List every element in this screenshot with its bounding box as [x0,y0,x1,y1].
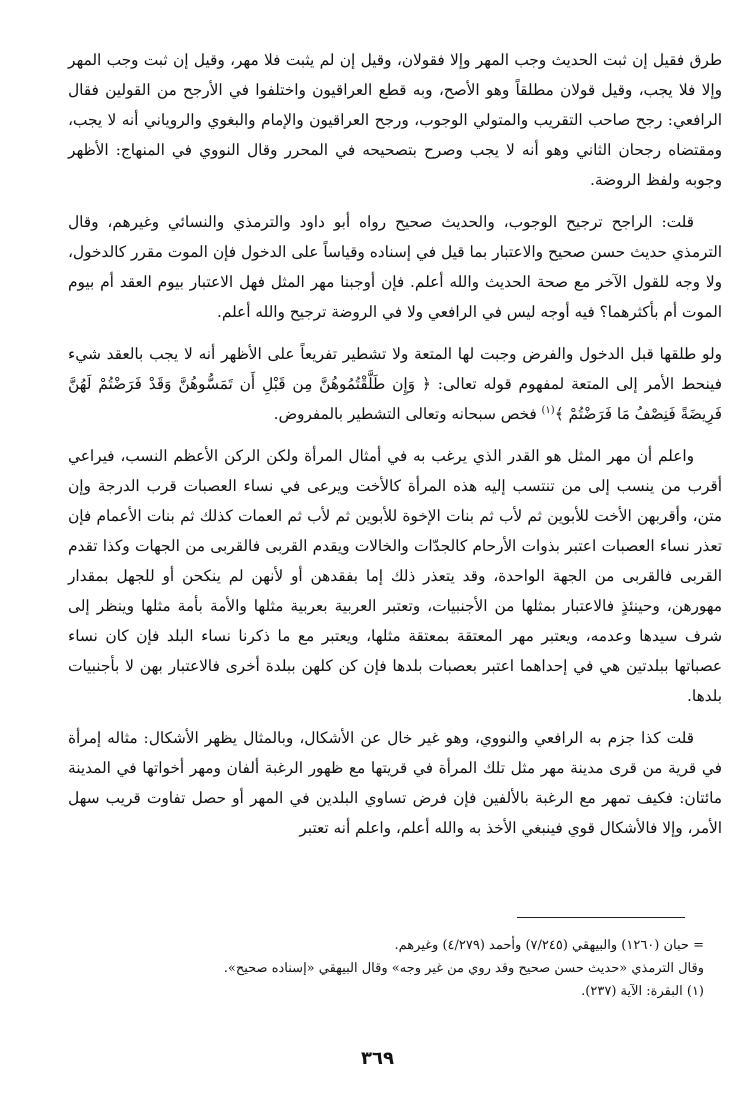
paragraph-3 [68,339,722,429]
footnote-1: (١) البقرة: الآية (٢٣٧). [581,984,704,999]
footnote-continuation: = حبان (١٢٦٠) والبيهقي (٧/٢٤٥) وأحمد (٤/٢٧٩) وغيرهم. [394,938,704,953]
footnote-continuation-2: وقال الترمذي «حديث حسن صحيح وقد روي من غير وجه» وقال البيهقي «إسناده صحيح». [223,961,704,976]
paragraph-3-text: ولو طلقها قبل الدخول والفرض وجبت لها المتعة ولا تشطير تفريعاً على الأظهر أنه لا يجب بالعقد شيء فينحط الأمر إلى المتعة لمفهوم قوله تعالى: [68,345,722,393]
footnote-divider [517,917,685,918]
footnote-marker: (١) [541,404,555,416]
paragraph-3-tail: فخص سبحانه وتعالى التشطير بالمفروض. [273,405,542,423]
paragraph-1: طرق فقيل إن ثبت الحديث وجب المهر وإلا فقولان، وقيل إن لم يثبت فلا مهر، وقيل إن ثبت وجب المهر وإلا فلا يجب، وقيل قولان مطلقاً وهو الأصح، وبه قطع العراقيون واختلفوا في الأرجح من القولين فقال الرافعي: رجح صاحب التقريب والمتولي الوجوب، ورجح العراقيون والإمام والبغوي والروياني أنه لا يجب، ومقتضاه رجحان الثاني وهو أنه لا يجب وصرح بتصحيحه في المحرر وقال النووي في المنهاج: الأظهر وجوبه ولفظ الروضة. [68,51,722,189]
footnotes [68,934,722,1003]
main-text [68,45,722,855]
paragraph-5: قلت كذا جزم به الرافعي والنووي، وهو غير خال عن الأشكال، وبالمثال يظهر الأشكال: مثاله إمرأة في قرية من قرى مدينة مهر مثل تلك المرأة في قريتها مع ظهور الرغبة ألفان ومهر أخواتها في المدينة مائتان: فكيف تمهر مع الرغبة بالألفين فإن فرض تساوي البلدين في المهر أو حصل تفاوت قريب سهل الأمر، وإلا فالأشكال قوي فينبغي الأخذ به والله أعلم، واعلم أنه تعتبر [68,729,722,837]
paragraph-2: قلت: الراجح ترجيح الوجوب، والحديث صحيح رواه أبو داود والترمذي والنسائي وغيرهم، وقال الترمذي حديث حسن صحيح والاعتبار بما قيل في إسناده وقياساً على الدخول فإن الموت مقرر كالدخول، ولا وجه للقول الآخر مع صحة الحديث والله أعلم. فإن أوجبنا مهر المثل فهل الاعتبار بيوم العقد أم بيوم الموت أم بأكثرهما؟ فيه أوجه ليس في الرافعي ولا في الروضة ترجيح والله أعلم. [68,213,722,321]
page-number: ٣٦٩ [361,1048,394,1069]
paragraph-4: واعلم أن مهر المثل هو القدر الذي يرغب به في أمثال المرأة ولكن الركن الأعظم النسب، فيراعي أقرب من ينسب إلى من تنتسب إليه هذه المرأة كالأخت ويرعى في نساء العصبات قرب الدرجة وإن متن، وأقربهن الأخت للأبوين ثم لأب ثم بنات الإخوة للأبوين ثم لأب ثم العمات كذلك ثم بنات الأعمام فإن تعذر نساء العصبات اعتبر بذوات الأرحام كالجدّات والخالات ويقدم القربى فالقربى من الجهات وكذا تقدم القربى فالقربى من الجهة الواحدة، وقد يتعذر ذلك إما بفقدهن أو لأنهن لم ينكحن أو للجهل بمقدار مهورهن، وحينئذٍ فالاعتبار بمثلها من الأجنبيات، وتعتبر العربية بعربية مثلها والأمة بأمة مثلها وينظر إلى شرف سيدها وعدمه، ويعتبر مهر المعتقة بمعتقة مثلها، ويعتبر مع ما ذكرنا نساء البلد فإن كان نساء عصباتها ببلدتين هي في إحداهما اعتبر بعصبات بلدها فإن كن كلهن ببلدة أخرى فالاعتبار بهن لا بأجنبيات بلدها. [68,447,722,705]
quran-verse: ﴿ وَإِن طَلَّقْتُمُوهُنَّ مِن قَبْلِ أَن تَمَسُّوهُنَّ وَقَدْ فَرَضْتُمْ لَهُنَّ فَرِيضَةً فَنِصْفُ مَا فَرَضْتُمْ ﴾ [68,375,722,423]
